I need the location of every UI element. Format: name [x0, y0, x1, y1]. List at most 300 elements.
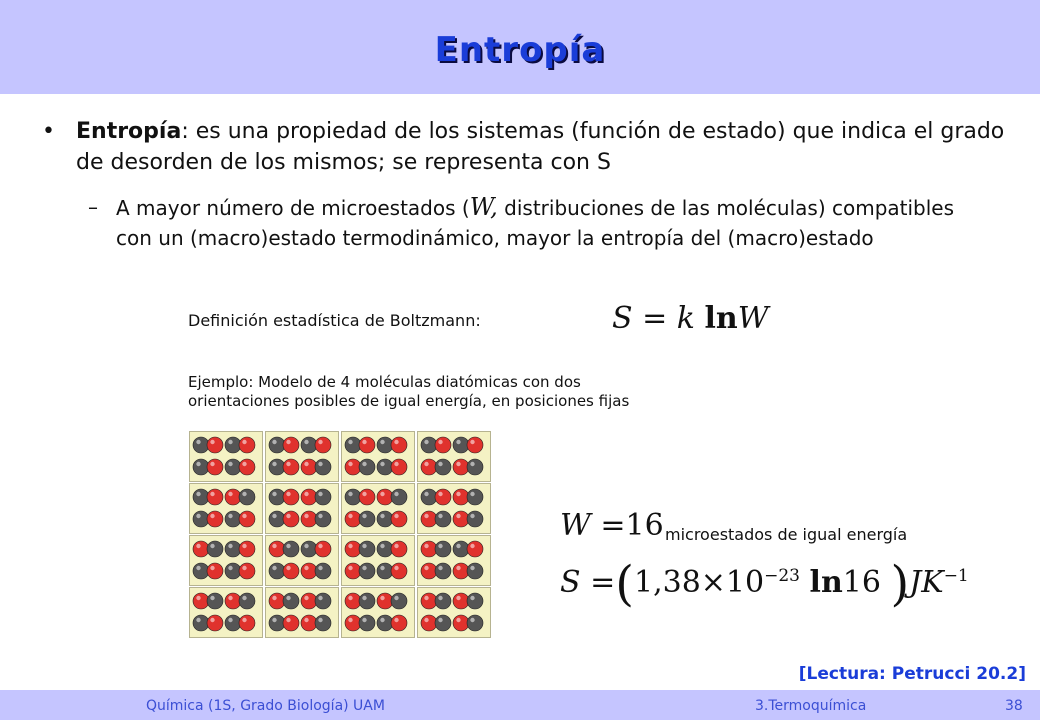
microstate-molecules [342, 536, 413, 584]
atom-highlight [242, 566, 246, 570]
atom [359, 615, 375, 631]
atom-highlight [196, 544, 200, 548]
atom [239, 437, 255, 453]
atom-highlight [424, 514, 428, 518]
atom-highlight [456, 492, 460, 496]
atom [301, 593, 317, 609]
atom-highlight [348, 462, 352, 466]
atom [207, 511, 223, 527]
atom-highlight [438, 566, 442, 570]
atom-highlight [362, 462, 366, 466]
atom-highlight [272, 514, 276, 518]
atom-highlight [210, 566, 214, 570]
atom-highlight [286, 618, 290, 622]
atom [207, 563, 223, 579]
atom [301, 615, 317, 631]
atom-highlight [394, 544, 398, 548]
microstate-cell [189, 483, 263, 534]
atom [391, 459, 407, 475]
microstate-molecules [266, 536, 337, 584]
atom [421, 489, 437, 505]
atom [283, 489, 299, 505]
atom-highlight [286, 462, 290, 466]
atom [421, 593, 437, 609]
s-eq-sign: = [590, 565, 616, 600]
atom [225, 541, 241, 557]
atom [315, 459, 331, 475]
w16-eq-sign: = [600, 508, 626, 543]
atom-highlight [210, 440, 214, 444]
atom [421, 615, 437, 631]
atom-highlight [456, 544, 460, 548]
atom [467, 563, 483, 579]
microstate-molecules [418, 484, 489, 532]
atom-highlight [242, 596, 246, 600]
atom [283, 541, 299, 557]
atom [283, 593, 299, 609]
atom [345, 437, 361, 453]
atom [467, 511, 483, 527]
atom [269, 541, 285, 557]
entropy-result [560, 556, 969, 612]
atom-highlight [196, 462, 200, 466]
microstate-cell [417, 483, 491, 534]
bullet-term: Entropía [76, 119, 182, 144]
atom-highlight [304, 544, 308, 548]
atom [269, 459, 285, 475]
atom [315, 511, 331, 527]
atom [207, 541, 223, 557]
s-unit-exp: −1 [943, 566, 969, 586]
atom [435, 489, 451, 505]
atom-highlight [272, 440, 276, 444]
atom [435, 593, 451, 609]
atom [239, 511, 255, 527]
atom-highlight [272, 618, 276, 622]
atom-highlight [228, 596, 232, 600]
atom-highlight [318, 514, 322, 518]
atom [345, 541, 361, 557]
microstate-cell [265, 431, 339, 482]
atom-highlight [228, 544, 232, 548]
atom [421, 459, 437, 475]
atom [377, 593, 393, 609]
atom [301, 511, 317, 527]
atom [359, 489, 375, 505]
atom [269, 437, 285, 453]
atom-highlight [318, 618, 322, 622]
atom-highlight [424, 462, 428, 466]
sub-dash: – [88, 195, 98, 219]
sub-before: A mayor número de microestados ( [116, 196, 470, 220]
atom [453, 541, 469, 557]
atom [435, 541, 451, 557]
microstate-cell [189, 587, 263, 638]
atom [345, 593, 361, 609]
atom-highlight [348, 618, 352, 622]
atom-highlight [362, 566, 366, 570]
atom-highlight [380, 566, 384, 570]
bullet-text [76, 116, 1006, 178]
atom-highlight [394, 440, 398, 444]
atom-highlight [380, 462, 384, 466]
atom [283, 563, 299, 579]
atom [225, 615, 241, 631]
example-text [188, 373, 788, 411]
atom [467, 593, 483, 609]
atom [225, 437, 241, 453]
slide-title: Entropía [434, 30, 606, 70]
atom-highlight [380, 596, 384, 600]
atom [435, 437, 451, 453]
atom [225, 489, 241, 505]
s-symbol: S [560, 565, 581, 600]
atom [225, 459, 241, 475]
atom-highlight [470, 566, 474, 570]
atom [269, 511, 285, 527]
atom-highlight [438, 596, 442, 600]
atom-highlight [210, 596, 214, 600]
atom-highlight [470, 514, 474, 518]
atom [315, 615, 331, 631]
atom-highlight [304, 440, 308, 444]
atom [359, 541, 375, 557]
atom-highlight [348, 492, 352, 496]
atom [301, 563, 317, 579]
atom-highlight [304, 618, 308, 622]
atom-highlight [348, 514, 352, 518]
atom-highlight [362, 618, 366, 622]
atom-highlight [424, 440, 428, 444]
atom [467, 489, 483, 505]
atom-highlight [318, 492, 322, 496]
atom-highlight [394, 618, 398, 622]
atom-highlight [394, 492, 398, 496]
atom-highlight [456, 462, 460, 466]
boltz-eq-sign: = [642, 301, 668, 336]
atom [283, 437, 299, 453]
atom-highlight [318, 440, 322, 444]
atom [345, 511, 361, 527]
atom-highlight [362, 544, 366, 548]
atom [225, 511, 241, 527]
atom-highlight [242, 618, 246, 622]
atom-highlight [456, 440, 460, 444]
atom [435, 511, 451, 527]
atom-highlight [304, 492, 308, 496]
reading-reference: [Lectura: Petrucci 20.2] [798, 664, 1026, 684]
microstate-cell [341, 431, 415, 482]
atom [345, 615, 361, 631]
atom-highlight [438, 492, 442, 496]
atom [315, 489, 331, 505]
atom-highlight [242, 492, 246, 496]
atom-highlight [242, 462, 246, 466]
atom [377, 437, 393, 453]
boltz-k: k [676, 301, 695, 336]
atom [315, 563, 331, 579]
atom [377, 541, 393, 557]
atom-highlight [438, 544, 442, 548]
atom [315, 593, 331, 609]
atom [283, 459, 299, 475]
atom-highlight [456, 514, 460, 518]
atom [269, 489, 285, 505]
atom [193, 563, 209, 579]
atom-highlight [210, 514, 214, 518]
boltz-ln: ln [704, 301, 738, 336]
atom-highlight [362, 440, 366, 444]
atom-highlight [438, 618, 442, 622]
atom-highlight [380, 492, 384, 496]
atom [301, 437, 317, 453]
atom-highlight [196, 440, 200, 444]
atom-highlight [228, 514, 232, 518]
atom [315, 437, 331, 453]
atom-highlight [470, 544, 474, 548]
s-open-paren: ( [615, 556, 634, 612]
atom-highlight [242, 514, 246, 518]
atom [283, 615, 299, 631]
atom-highlight [228, 440, 232, 444]
s-arg: 16 [842, 565, 881, 600]
microstate-molecules [190, 484, 261, 532]
boltz-S: S [612, 301, 633, 336]
boltz-W: W [737, 301, 769, 336]
atom-highlight [286, 440, 290, 444]
atom-highlight [210, 492, 214, 496]
microstate-cell [265, 535, 339, 586]
atom-highlight [470, 596, 474, 600]
microstates-label: microestados de igual energía [665, 525, 908, 544]
atom [467, 437, 483, 453]
atom [421, 511, 437, 527]
boltzmann-equation [612, 301, 769, 336]
atom [391, 615, 407, 631]
atom-highlight [424, 544, 428, 548]
boltzmann-label: Definición estadística de Boltzmann: [188, 311, 481, 330]
atom-highlight [242, 440, 246, 444]
atom-highlight [196, 566, 200, 570]
atom [453, 563, 469, 579]
atom [377, 459, 393, 475]
footer-page-number: 38 [1005, 698, 1023, 714]
atom-highlight [228, 462, 232, 466]
atom [239, 459, 255, 475]
atom-highlight [210, 462, 214, 466]
microstate-molecules [266, 484, 337, 532]
atom [453, 511, 469, 527]
atom [193, 615, 209, 631]
atom [345, 459, 361, 475]
atom [391, 489, 407, 505]
atom-highlight [362, 514, 366, 518]
atom-highlight [438, 462, 442, 466]
microstate-cell [189, 535, 263, 586]
microstate-molecules [190, 432, 261, 480]
atom [193, 511, 209, 527]
microstate-cell [265, 483, 339, 534]
atom [453, 593, 469, 609]
microstate-cell [265, 587, 339, 638]
atom [225, 563, 241, 579]
atom [391, 511, 407, 527]
microstate-cell [417, 587, 491, 638]
w16-value: 16 [625, 508, 664, 543]
microstate-molecules [342, 484, 413, 532]
footer-course: Química (1S, Grado Biología) UAM [146, 698, 385, 714]
atom-highlight [348, 596, 352, 600]
atom-highlight [424, 492, 428, 496]
microstate-molecules [418, 432, 489, 480]
w-equals-16 [560, 508, 664, 543]
atom [359, 593, 375, 609]
atom [435, 459, 451, 475]
atom-highlight [272, 462, 276, 466]
atom [467, 541, 483, 557]
microstate-molecules [266, 588, 337, 636]
atom-highlight [272, 492, 276, 496]
atom [193, 593, 209, 609]
atom [467, 615, 483, 631]
atom-highlight [394, 462, 398, 466]
atom-highlight [318, 566, 322, 570]
atom [435, 615, 451, 631]
atom [421, 437, 437, 453]
atom [207, 593, 223, 609]
atom-highlight [394, 514, 398, 518]
atom [453, 437, 469, 453]
bullet-dot: • [42, 119, 55, 144]
atom [377, 489, 393, 505]
microstate-molecules [266, 432, 337, 480]
atom [467, 459, 483, 475]
microstate-molecules [342, 588, 413, 636]
atom [193, 437, 209, 453]
atom [391, 541, 407, 557]
atom [239, 489, 255, 505]
atom-highlight [470, 618, 474, 622]
microstates-grid [189, 431, 489, 639]
atom-highlight [380, 514, 384, 518]
atom-highlight [348, 566, 352, 570]
microstate-molecules [190, 536, 261, 584]
atom-highlight [456, 596, 460, 600]
atom [391, 437, 407, 453]
atom [359, 563, 375, 579]
atom [435, 563, 451, 579]
atom [207, 489, 223, 505]
atom-highlight [470, 440, 474, 444]
atom-highlight [272, 596, 276, 600]
s-close-paren: ) [890, 556, 910, 612]
atom-highlight [470, 462, 474, 466]
microstate-cell [189, 431, 263, 482]
atom-highlight [272, 544, 276, 548]
atom [377, 615, 393, 631]
atom [359, 511, 375, 527]
atom-highlight [456, 566, 460, 570]
atom-highlight [438, 440, 442, 444]
atom [359, 459, 375, 475]
atom-highlight [470, 492, 474, 496]
atom-highlight [438, 514, 442, 518]
microstate-cell [341, 483, 415, 534]
atom [301, 489, 317, 505]
atom-highlight [286, 492, 290, 496]
atom [421, 563, 437, 579]
atom [301, 459, 317, 475]
atom-highlight [424, 618, 428, 622]
microstate-molecules [342, 432, 413, 480]
atom-highlight [318, 596, 322, 600]
atom [193, 489, 209, 505]
atom [193, 541, 209, 557]
atom [377, 511, 393, 527]
s-unit: JK [909, 565, 944, 600]
atom-highlight [286, 596, 290, 600]
atom [193, 459, 209, 475]
atom [345, 489, 361, 505]
atom [283, 511, 299, 527]
atom-highlight [380, 440, 384, 444]
atom [225, 593, 241, 609]
w16-W: W [560, 508, 591, 543]
atom [239, 615, 255, 631]
atom-highlight [304, 514, 308, 518]
atom [269, 615, 285, 631]
atom [301, 541, 317, 557]
bullet-definition: : es una propiedad de los sistemas (función de estado) que indica el grado de desorden de los mismos; se representa con S [76, 119, 1005, 175]
atom-highlight [228, 566, 232, 570]
atom-highlight [318, 544, 322, 548]
footer-topic: 3.Termoquímica [755, 698, 867, 714]
s-exp: −23 [764, 566, 800, 586]
microstate-cell [341, 587, 415, 638]
s-times: × [700, 565, 726, 600]
atom [453, 615, 469, 631]
atom-highlight [286, 566, 290, 570]
atom-highlight [380, 618, 384, 622]
example-line-1: Ejemplo: Modelo de 4 moléculas diatómicas con dos [188, 373, 581, 391]
atom-highlight [348, 544, 352, 548]
atom-highlight [304, 596, 308, 600]
sub-text [116, 192, 996, 253]
atom-highlight [456, 618, 460, 622]
atom [377, 563, 393, 579]
atom [239, 541, 255, 557]
atom-highlight [196, 618, 200, 622]
atom [269, 593, 285, 609]
atom-highlight [394, 566, 398, 570]
atom [391, 563, 407, 579]
atom [207, 615, 223, 631]
s-base: 10 [725, 565, 765, 600]
microstate-cell [417, 535, 491, 586]
atom-highlight [362, 492, 366, 496]
atom-highlight [196, 514, 200, 518]
atom-highlight [286, 544, 290, 548]
atom-highlight [424, 566, 428, 570]
atom-highlight [196, 492, 200, 496]
atom-highlight [380, 544, 384, 548]
sub-after: distribuciones de las moléculas) compatibles con un (macro)estado termodinámico, mayor la entropía del (macro)estado [116, 196, 955, 250]
atom-highlight [286, 514, 290, 518]
microstate-molecules [418, 588, 489, 636]
atom-highlight [272, 566, 276, 570]
microstate-molecules [418, 536, 489, 584]
atom-highlight [242, 544, 246, 548]
